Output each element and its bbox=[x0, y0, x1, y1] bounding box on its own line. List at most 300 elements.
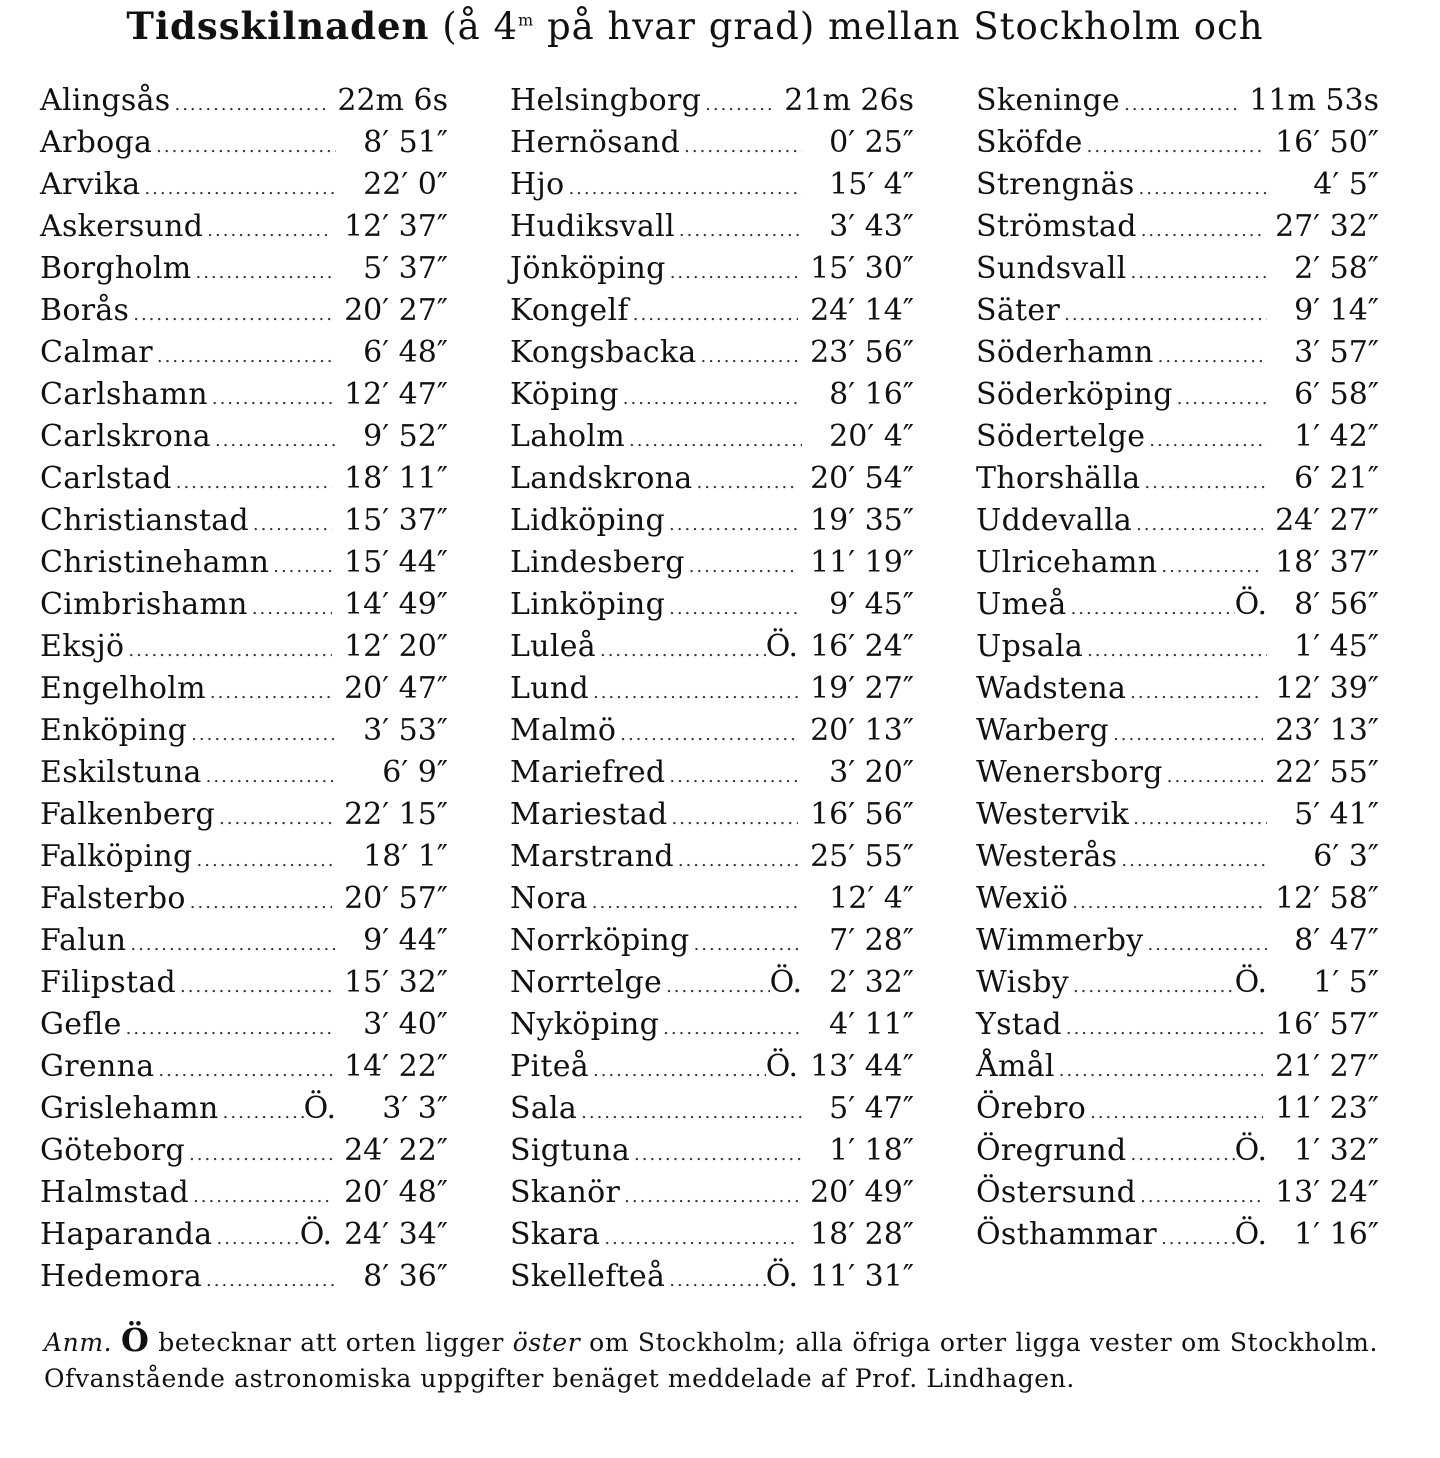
leader-dots bbox=[690, 924, 802, 966]
table-row bbox=[510, 122, 914, 164]
time-difference: 20′ 47″ bbox=[344, 671, 448, 706]
leader-dots bbox=[665, 1260, 765, 1302]
leader-dots bbox=[172, 462, 332, 504]
title-bold: Tidsskilnaden bbox=[126, 4, 430, 48]
time-difference: 12′ 39″ bbox=[1275, 671, 1379, 706]
leader-dots bbox=[1129, 798, 1267, 840]
leader-dots bbox=[122, 1008, 336, 1050]
table-row bbox=[976, 794, 1379, 836]
time-difference: 22′ 15″ bbox=[344, 797, 448, 832]
table-row bbox=[40, 542, 448, 584]
place-name: Helsingborg bbox=[510, 83, 702, 118]
time-difference: 8′ 51″ bbox=[363, 125, 448, 160]
time-difference: 6′ 48″ bbox=[363, 335, 448, 370]
table-row bbox=[976, 1088, 1379, 1130]
leader-dots bbox=[619, 378, 802, 420]
leader-dots bbox=[675, 210, 802, 252]
place-name: Hjo bbox=[510, 167, 565, 202]
east-marker: Ö. bbox=[1234, 587, 1267, 622]
leader-dots bbox=[665, 756, 802, 798]
time-difference: 20′ 57″ bbox=[344, 881, 448, 916]
table-row bbox=[40, 122, 448, 164]
table-row bbox=[976, 668, 1379, 710]
table-row bbox=[510, 164, 914, 206]
leader-dots bbox=[1145, 420, 1267, 462]
place-name: Malmö bbox=[510, 713, 617, 748]
table-row bbox=[40, 962, 448, 1004]
table-row bbox=[976, 1172, 1379, 1214]
table-row bbox=[510, 878, 914, 920]
place-name: Säter bbox=[976, 293, 1061, 328]
table-row bbox=[976, 1046, 1379, 1088]
time-difference: 12′ 47″ bbox=[344, 377, 448, 412]
time-difference: 1′ 32″ bbox=[1294, 1133, 1379, 1168]
time-difference: 21′ 27″ bbox=[1275, 1049, 1379, 1084]
title-part-b: på hvar grad) mellan Stockholm och bbox=[534, 5, 1264, 48]
place-name: Eksjö bbox=[40, 629, 125, 664]
place-name: Linköping bbox=[510, 587, 666, 622]
east-marker: Ö. bbox=[765, 1049, 799, 1084]
time-difference: 22m 6s bbox=[337, 83, 448, 118]
time-difference: 7′ 28″ bbox=[829, 923, 914, 958]
place-name: Falkenberg bbox=[40, 797, 216, 832]
place-name: Umeå bbox=[976, 587, 1067, 622]
place-name: Lindesberg bbox=[510, 545, 685, 580]
time-difference: 16′ 50″ bbox=[1275, 125, 1379, 160]
place-name: Kongelf bbox=[510, 293, 629, 328]
place-name: Luleå bbox=[510, 629, 596, 664]
table-row bbox=[40, 1004, 448, 1046]
place-name: Falköping bbox=[40, 839, 193, 874]
table-row bbox=[976, 122, 1379, 164]
time-difference: 13′ 44″ bbox=[810, 1049, 914, 1084]
leader-dots bbox=[1083, 630, 1267, 672]
table-row bbox=[510, 962, 914, 1004]
time-difference: 23′ 56″ bbox=[810, 335, 914, 370]
time-difference: 15′ 37″ bbox=[344, 503, 448, 538]
time-difference: 5′ 37″ bbox=[363, 251, 448, 286]
leader-dots bbox=[248, 588, 332, 630]
leader-dots bbox=[697, 336, 799, 378]
place-name: Carlstad bbox=[40, 461, 172, 496]
leader-dots bbox=[577, 1092, 802, 1134]
table-row bbox=[40, 1088, 448, 1130]
time-difference: 12′ 20″ bbox=[344, 629, 448, 664]
place-name: Landskrona bbox=[510, 461, 693, 496]
place-name: Upsala bbox=[976, 629, 1084, 664]
footnote-text-b: om Stockholm; alla öfriga orter ligga vester om Stockholm. Ofvanstående astronomiska uppgifter benäget meddelade af Prof. Lindhagen. bbox=[44, 1328, 1379, 1393]
place-name: Enköping bbox=[40, 713, 188, 748]
table-row bbox=[40, 836, 448, 878]
time-difference: 20′ 54″ bbox=[810, 461, 914, 496]
table-row bbox=[40, 80, 448, 122]
leader-dots bbox=[1069, 966, 1235, 1008]
table-row bbox=[510, 1130, 914, 1172]
place-name: Jönköping bbox=[510, 251, 666, 286]
time-difference: 2′ 32″ bbox=[829, 965, 914, 1000]
table-row bbox=[40, 1214, 448, 1256]
table-row bbox=[40, 584, 448, 626]
place-name: Öregrund bbox=[976, 1133, 1127, 1168]
time-difference: 6′ 9″ bbox=[382, 755, 448, 790]
time-difference: 24′ 34″ bbox=[344, 1217, 448, 1252]
table-row bbox=[510, 542, 914, 584]
place-name: Uddevalla bbox=[976, 503, 1133, 538]
east-marker: Ö. bbox=[1234, 1217, 1267, 1252]
table-row bbox=[976, 836, 1379, 878]
table-row bbox=[40, 416, 448, 458]
east-marker: Ö. bbox=[765, 1259, 799, 1294]
table-row bbox=[976, 1214, 1379, 1256]
table-column-2 bbox=[510, 80, 914, 1298]
leader-dots bbox=[140, 168, 336, 210]
leader-dots bbox=[1140, 462, 1267, 504]
time-difference: 20′ 13″ bbox=[810, 713, 914, 748]
leader-dots bbox=[124, 630, 332, 672]
place-name: Carlshamn bbox=[40, 377, 208, 412]
time-difference: 14′ 22″ bbox=[344, 1049, 448, 1084]
time-difference: 20′ 27″ bbox=[344, 293, 448, 328]
table-row bbox=[510, 290, 914, 332]
title-sup: m bbox=[518, 10, 535, 30]
time-difference: 6′ 3″ bbox=[1313, 839, 1379, 874]
table-row bbox=[510, 458, 914, 500]
leader-dots bbox=[1136, 1176, 1263, 1218]
leader-dots bbox=[701, 84, 772, 126]
leader-dots bbox=[1126, 672, 1263, 714]
table-row bbox=[976, 584, 1379, 626]
leader-dots bbox=[185, 1134, 332, 1176]
place-name: Westervik bbox=[976, 797, 1130, 832]
leader-dots bbox=[1060, 294, 1267, 336]
place-name: Borås bbox=[40, 293, 130, 328]
leader-dots bbox=[1137, 210, 1263, 252]
footnote-text-a: betecknar att orten ligger bbox=[149, 1328, 513, 1357]
time-difference: 24′ 14″ bbox=[810, 293, 914, 328]
place-name: Strömstad bbox=[976, 209, 1137, 244]
place-name: Nora bbox=[510, 881, 588, 916]
place-name: Skanör bbox=[510, 1175, 621, 1210]
table-row bbox=[510, 1214, 914, 1256]
table-row bbox=[510, 668, 914, 710]
time-difference: 9′ 14″ bbox=[1294, 293, 1379, 328]
place-name: Hudiksvall bbox=[510, 209, 675, 244]
place-name: Gefle bbox=[40, 1007, 122, 1042]
place-name: Hedemora bbox=[40, 1259, 203, 1294]
time-difference: 19′ 27″ bbox=[810, 671, 914, 706]
place-name: Borgholm bbox=[40, 251, 192, 286]
leader-dots bbox=[176, 966, 332, 1008]
leader-dots bbox=[269, 546, 332, 588]
leader-dots bbox=[564, 168, 802, 210]
leader-dots bbox=[212, 1218, 299, 1260]
place-name: Filipstad bbox=[40, 965, 177, 1000]
time-difference: 18′ 11″ bbox=[344, 461, 448, 496]
time-difference: 14′ 49″ bbox=[344, 587, 448, 622]
place-name: Norrköping bbox=[510, 923, 690, 958]
leader-dots bbox=[1173, 378, 1267, 420]
table-row bbox=[510, 920, 914, 962]
table-row bbox=[976, 500, 1379, 542]
table-row bbox=[976, 1130, 1379, 1172]
place-name: Nyköping bbox=[510, 1007, 660, 1042]
leader-dots bbox=[154, 1050, 332, 1092]
place-name: Arboga bbox=[40, 125, 153, 160]
place-name: Hernösand bbox=[510, 125, 681, 160]
table-row bbox=[40, 206, 448, 248]
place-name: Åmål bbox=[976, 1049, 1055, 1084]
leader-dots bbox=[1120, 84, 1237, 126]
table-row bbox=[976, 626, 1379, 668]
time-difference: 3′ 20″ bbox=[829, 755, 914, 790]
table-row bbox=[40, 878, 448, 920]
place-name: Ulricehamn bbox=[976, 545, 1158, 580]
time-difference: 12′ 58″ bbox=[1275, 881, 1379, 916]
place-name: Falsterbo bbox=[40, 881, 186, 916]
time-difference: 5′ 47″ bbox=[829, 1091, 914, 1126]
footnote bbox=[44, 1322, 1378, 1397]
leader-dots bbox=[208, 378, 332, 420]
time-difference: 1′ 45″ bbox=[1294, 629, 1379, 664]
leader-dots bbox=[1068, 882, 1263, 924]
table-row bbox=[40, 668, 448, 710]
time-difference: 18′ 28″ bbox=[810, 1217, 914, 1252]
time-difference: 18′ 37″ bbox=[1275, 545, 1379, 580]
table-row bbox=[976, 1004, 1379, 1046]
place-name: Carlskrona bbox=[40, 419, 211, 454]
leader-dots bbox=[1135, 168, 1267, 210]
time-difference: 24′ 22″ bbox=[344, 1133, 448, 1168]
leader-dots bbox=[596, 630, 766, 672]
table-row bbox=[976, 374, 1379, 416]
place-name: Halmstad bbox=[40, 1175, 190, 1210]
leader-dots bbox=[211, 420, 336, 462]
leader-dots bbox=[126, 924, 336, 966]
table-row bbox=[510, 710, 914, 752]
time-difference: 4′ 5″ bbox=[1313, 167, 1379, 202]
time-difference: 9′ 44″ bbox=[363, 923, 448, 958]
leader-dots bbox=[153, 336, 336, 378]
table-row bbox=[976, 458, 1379, 500]
time-difference: 5′ 41″ bbox=[1294, 797, 1379, 832]
time-difference: 12′ 37″ bbox=[344, 209, 448, 244]
table-row bbox=[510, 1004, 914, 1046]
east-marker: Ö. bbox=[299, 1217, 333, 1252]
table-row bbox=[976, 878, 1379, 920]
place-name: Söderhamn bbox=[976, 335, 1154, 370]
time-difference: 3′ 57″ bbox=[1294, 335, 1379, 370]
place-name: Christianstad bbox=[40, 503, 249, 538]
place-name: Laholm bbox=[510, 419, 626, 454]
time-difference: 12′ 4″ bbox=[829, 881, 914, 916]
table-column-3 bbox=[976, 80, 1379, 1256]
place-name: Eskilstuna bbox=[40, 755, 202, 790]
time-difference: 11′ 19″ bbox=[810, 545, 914, 580]
place-name: Cimbrishamn bbox=[40, 587, 248, 622]
table-row bbox=[510, 332, 914, 374]
leader-dots bbox=[1126, 1134, 1234, 1176]
place-name: Warberg bbox=[976, 713, 1110, 748]
table-row bbox=[510, 1046, 914, 1088]
place-name: Lidköping bbox=[510, 503, 665, 538]
footnote-o-symbol: Ö bbox=[121, 1321, 150, 1359]
table-row bbox=[976, 206, 1379, 248]
time-difference: 3′ 3″ bbox=[382, 1091, 448, 1126]
leader-dots bbox=[685, 546, 798, 588]
place-name: Marstrand bbox=[510, 839, 674, 874]
east-marker: Ö. bbox=[303, 1091, 336, 1126]
leader-dots bbox=[1117, 840, 1267, 882]
table-row bbox=[976, 710, 1379, 752]
table-row bbox=[976, 80, 1379, 122]
time-difference: 21m 26s bbox=[784, 83, 914, 118]
table-row bbox=[40, 1046, 448, 1088]
table-row bbox=[40, 290, 448, 332]
leader-dots bbox=[589, 672, 798, 714]
table-row bbox=[510, 836, 914, 878]
place-name: Wisby bbox=[976, 965, 1069, 1000]
place-name: Lund bbox=[510, 671, 589, 706]
leader-dots bbox=[1163, 756, 1263, 798]
page-title bbox=[0, 4, 1390, 48]
table-row bbox=[40, 332, 448, 374]
table-row bbox=[976, 290, 1379, 332]
leader-dots bbox=[666, 252, 798, 294]
time-difference: 3′ 53″ bbox=[363, 713, 448, 748]
leader-dots bbox=[588, 882, 802, 924]
place-name: Grenna bbox=[40, 1049, 155, 1084]
table-row bbox=[510, 206, 914, 248]
time-difference: 16′ 56″ bbox=[810, 797, 914, 832]
time-difference: 23′ 13″ bbox=[1275, 713, 1379, 748]
table-row bbox=[40, 794, 448, 836]
leader-dots bbox=[600, 1218, 798, 1260]
place-name: Östersund bbox=[976, 1175, 1137, 1210]
leader-dots bbox=[1062, 1008, 1263, 1050]
place-name: Skara bbox=[510, 1217, 601, 1252]
leader-dots bbox=[625, 420, 802, 462]
table-row bbox=[510, 248, 914, 290]
title-part-a: (å 4 bbox=[429, 5, 519, 48]
time-difference: 15′ 44″ bbox=[344, 545, 448, 580]
time-difference: 15′ 30″ bbox=[810, 251, 914, 286]
leader-dots bbox=[191, 252, 336, 294]
leader-dots bbox=[662, 966, 770, 1008]
leader-dots bbox=[674, 840, 798, 882]
place-name: Norrtelge bbox=[510, 965, 663, 1000]
time-difference: 15′ 32″ bbox=[344, 965, 448, 1000]
place-name: Mariestad bbox=[510, 797, 668, 832]
time-difference: 1′ 16″ bbox=[1294, 1217, 1379, 1252]
leader-dots bbox=[629, 294, 798, 336]
table-row bbox=[40, 752, 448, 794]
leader-dots bbox=[1143, 924, 1267, 966]
place-name: Kongsbacka bbox=[510, 335, 697, 370]
table-row bbox=[976, 920, 1379, 962]
place-name: Askersund bbox=[40, 209, 204, 244]
table-row bbox=[510, 500, 914, 542]
table-row bbox=[510, 794, 914, 836]
leader-dots bbox=[152, 126, 336, 168]
time-difference: 6′ 21″ bbox=[1294, 461, 1379, 496]
leader-dots bbox=[202, 1260, 336, 1302]
table-row bbox=[40, 1172, 448, 1214]
time-difference: 0′ 25″ bbox=[829, 125, 914, 160]
place-name: Ystad bbox=[976, 1007, 1062, 1042]
leader-dots bbox=[206, 672, 332, 714]
leader-dots bbox=[193, 840, 336, 882]
time-difference: 16′ 57″ bbox=[1275, 1007, 1379, 1042]
place-name: Sala bbox=[510, 1091, 578, 1126]
table-row bbox=[976, 248, 1379, 290]
place-name: Alingsås bbox=[40, 83, 171, 118]
place-name: Göteborg bbox=[40, 1133, 186, 1168]
leader-dots bbox=[1154, 336, 1267, 378]
time-difference: 1′ 5″ bbox=[1313, 965, 1379, 1000]
place-name: Strengnäs bbox=[976, 167, 1135, 202]
time-difference: 9′ 52″ bbox=[363, 419, 448, 454]
table-column-1 bbox=[40, 80, 448, 1298]
leader-dots bbox=[693, 462, 799, 504]
table-row bbox=[976, 542, 1379, 584]
leader-dots bbox=[680, 126, 802, 168]
table-row bbox=[40, 920, 448, 962]
place-name: Calmar bbox=[40, 335, 153, 370]
table-row bbox=[510, 1172, 914, 1214]
time-difference: 4′ 11″ bbox=[829, 1007, 914, 1042]
table-row bbox=[40, 374, 448, 416]
leader-dots bbox=[668, 798, 799, 840]
place-name: Söderköping bbox=[976, 377, 1173, 412]
place-name: Piteå bbox=[510, 1049, 589, 1084]
east-marker: Ö. bbox=[765, 629, 799, 664]
time-difference: 8′ 56″ bbox=[1294, 587, 1379, 622]
time-difference: 15′ 4″ bbox=[829, 167, 914, 202]
east-marker: Ö. bbox=[769, 965, 802, 1000]
leader-dots bbox=[187, 714, 336, 756]
place-name: Grislehamn bbox=[40, 1091, 219, 1126]
table-row bbox=[976, 962, 1379, 1004]
place-name: Wadstena bbox=[976, 671, 1127, 706]
time-difference: 11m 53s bbox=[1249, 83, 1379, 118]
time-difference: 20′ 49″ bbox=[810, 1175, 914, 1210]
place-name: Haparanda bbox=[40, 1217, 213, 1252]
time-difference: 3′ 43″ bbox=[829, 209, 914, 244]
leader-dots bbox=[659, 1008, 802, 1050]
leader-dots bbox=[1086, 1092, 1263, 1134]
table-row bbox=[510, 752, 914, 794]
place-name: Skellefteå bbox=[510, 1259, 666, 1294]
place-name: Christinehamn bbox=[40, 545, 270, 580]
leader-dots bbox=[170, 84, 325, 126]
time-difference: 19′ 35″ bbox=[810, 503, 914, 538]
time-difference: 22′ 55″ bbox=[1275, 755, 1379, 790]
place-name: Södertelge bbox=[976, 419, 1146, 454]
table-row bbox=[510, 1256, 914, 1298]
table-row bbox=[976, 752, 1379, 794]
table-row bbox=[976, 416, 1379, 458]
table-row bbox=[40, 1256, 448, 1298]
place-name: Wexiö bbox=[976, 881, 1069, 916]
table-row bbox=[40, 1130, 448, 1172]
leader-dots bbox=[129, 294, 332, 336]
time-difference: 9′ 45″ bbox=[829, 587, 914, 622]
place-name: Westerås bbox=[976, 839, 1118, 874]
place-name: Arvika bbox=[40, 167, 141, 202]
time-difference: 24′ 27″ bbox=[1275, 503, 1379, 538]
table-row bbox=[40, 164, 448, 206]
place-name: Mariefred bbox=[510, 755, 666, 790]
